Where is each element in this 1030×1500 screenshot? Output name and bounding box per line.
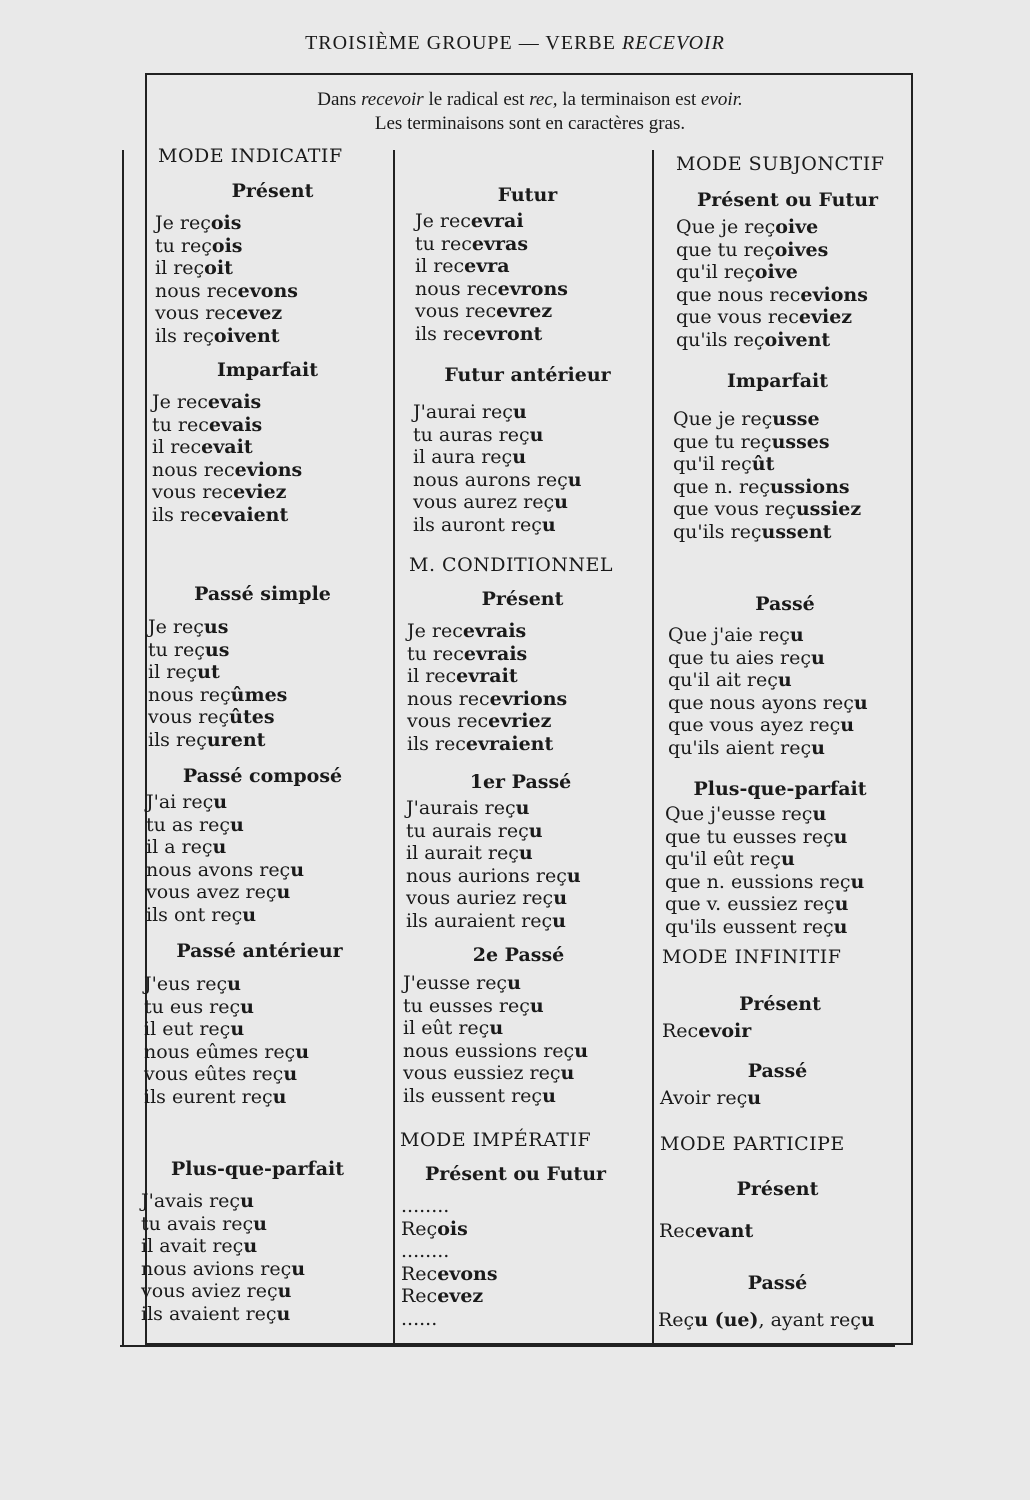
conjugation-line: J'ai reçu	[146, 791, 228, 813]
conjugation-line: nous recevrions	[407, 687, 568, 710]
conjugation-line: Je reçus	[148, 616, 229, 638]
conjugation-block	[148, 616, 287, 751]
conjugation-line: Je recevrai	[415, 210, 524, 232]
conjugation-block	[406, 797, 581, 932]
conjugation-block	[658, 1309, 875, 1332]
conjugation-block	[407, 620, 567, 755]
conjugation-block	[401, 1195, 498, 1330]
tense-title: Passé	[747, 1060, 808, 1082]
conjugation-block	[662, 1020, 751, 1043]
conjugation-line: qu'ils eussent reçu	[665, 915, 848, 938]
conjugation-line: tu eus reçu	[144, 995, 254, 1018]
tense-title: 1er Passé	[469, 771, 572, 793]
conjugation-line: que tu eusses reçu	[665, 825, 848, 848]
frame-shadow-bottom	[120, 1345, 895, 1347]
conjugation-line: tu eusses reçu	[403, 994, 544, 1017]
conjugation-line: que nous ayons reçu	[668, 691, 868, 714]
conjugation-block	[403, 972, 588, 1107]
conjugation-line: Que je reçusse	[673, 408, 820, 430]
conjugation-block	[665, 803, 864, 938]
conjugation-line: Recevez	[401, 1285, 484, 1307]
conjugation-line: nous aurons reçu	[413, 468, 582, 491]
tense-title: Passé antérieur	[176, 940, 343, 962]
conjugation-line: il aurait reçu	[406, 842, 533, 864]
conjugation-line: ........	[401, 1195, 450, 1217]
tense-title: Passé	[747, 1272, 808, 1294]
conjugation-block	[673, 408, 861, 543]
conjugation-line: qu'il reçût	[673, 453, 775, 475]
intro-text	[150, 88, 910, 136]
intro-line-1: Dans recevoir le radical est rec, la terminaison est evoir.	[317, 89, 743, 110]
tense-title: Futur	[497, 184, 558, 206]
mode-subjonctif-title: MODE SUBJONCTIF	[676, 153, 885, 175]
mode-participe-title: MODE PARTICIPE	[660, 1133, 845, 1155]
tense-title: Passé simple	[194, 583, 331, 605]
conjugation-line: qu'ils reçussent	[673, 520, 832, 543]
conjugation-line: il recevait	[152, 436, 253, 458]
conjugation-line: que vous receviez	[676, 306, 853, 328]
frame-shadow-left	[122, 150, 124, 1345]
conjugation-line: ils ont reçu	[146, 903, 257, 926]
conjugation-line: que vous reçussiez	[673, 498, 862, 520]
conjugation-line: Recevons	[401, 1262, 498, 1285]
conjugation-line: nous aurions reçu	[406, 864, 581, 887]
conjugation-line: vous avez reçu	[146, 881, 291, 903]
conjugation-block	[152, 391, 302, 526]
conjugation-line: il reçoit	[155, 257, 233, 279]
tense-title: Plus-que-parfait	[170, 1158, 345, 1180]
conjugation-line: qu'ils reçoivent	[676, 328, 831, 351]
conjugation-line: nous eûmes reçu	[144, 1040, 310, 1063]
conjugation-line: J'aurais reçu	[406, 797, 530, 819]
conjugation-line: vous recevriez	[407, 710, 552, 732]
conjugation-line: il aura reçu	[413, 446, 527, 468]
header-verb: RECEVOIR	[621, 32, 725, 54]
conjugation-line: nous recevons	[155, 279, 298, 302]
conjugation-line: ils auront reçu	[413, 513, 556, 536]
tense-title: Présent	[736, 1178, 819, 1200]
conjugation-line: tu recevras	[415, 232, 529, 255]
conjugation-line: vous reçûtes	[148, 706, 275, 728]
tense-title: Futur antérieur	[444, 364, 611, 386]
conjugation-line: nous avons reçu	[146, 858, 305, 881]
intro-line-2: Les terminaisons sont en caractères gras.	[374, 113, 686, 134]
conjugation-line: ........	[401, 1240, 450, 1262]
conjugation-line: ils reçurent	[148, 728, 266, 751]
conjugation-line: que n. eussions reçu	[665, 870, 865, 893]
mode-imperatif-title: MODE IMPÉRATIF	[400, 1129, 592, 1151]
mode-infinitif-title: MODE INFINITIF	[662, 946, 842, 968]
tense-title: Présent	[231, 180, 314, 202]
conjugation-line: il eut reçu	[144, 1018, 245, 1040]
conjugation-line: tu reçus	[148, 638, 230, 661]
tense-title: Imparfait	[216, 359, 319, 381]
conjugation-line: qu'il reçoive	[676, 261, 798, 283]
tense-title: Présent	[481, 588, 564, 610]
conjugation-line: J'eusse reçu	[403, 972, 521, 994]
conjugation-line: Recevoir	[662, 1020, 752, 1042]
conjugation-block	[144, 973, 309, 1108]
conjugation-line: vous eussiez reçu	[403, 1062, 575, 1084]
conjugation-line: ......	[401, 1307, 438, 1330]
conjugation-line: Avoir reçu	[660, 1087, 762, 1109]
conjugation-line: Recevant	[659, 1220, 754, 1242]
conjugation-line: Que j'eusse reçu	[665, 803, 827, 825]
conjugation-block	[413, 401, 582, 536]
conjugation-line: nous recevions	[152, 458, 303, 481]
tense-title: Imparfait	[726, 370, 829, 392]
conjugation-line: ils eussent reçu	[403, 1084, 556, 1107]
conjugation-line: tu as reçu	[146, 813, 244, 836]
conjugation-line: ils recevaient	[152, 503, 289, 526]
column-divider-2	[652, 150, 654, 1345]
conjugation-line: que nous recevions	[676, 283, 868, 306]
mode-indicatif-title: MODE INDICATIF	[158, 145, 343, 167]
conjugation-line: Reçu (ue), ayant reçu	[658, 1309, 875, 1331]
conjugation-line: vous eûtes reçu	[144, 1063, 298, 1085]
conjugation-block	[155, 212, 298, 347]
conjugation-line: que tu aies reçu	[668, 646, 825, 669]
conjugation-line: vous recevez	[155, 302, 283, 324]
conjugation-line: Reçois	[401, 1217, 468, 1240]
conjugation-line: nous avions reçu	[141, 1257, 306, 1280]
mode-conditionnel-title: M. CONDITIONNEL	[409, 554, 614, 576]
conjugation-line: J'aurai reçu	[413, 401, 527, 423]
conjugation-line: Que j'aie reçu	[668, 624, 804, 646]
conjugation-line: que v. eussiez reçu	[665, 893, 849, 915]
conjugation-line: nous reçûmes	[148, 683, 288, 706]
tense-title: Passé	[755, 593, 815, 615]
tense-title: Présent	[739, 993, 821, 1015]
conjugation-line: ils auraient reçu	[406, 909, 566, 932]
conjugation-line: ils recevront	[415, 322, 543, 345]
conjugation-line: tu recevrais	[407, 642, 528, 665]
tense-title: Passé composé	[182, 765, 343, 787]
conjugation-line: il reçut	[148, 661, 220, 683]
conjugation-block	[141, 1190, 305, 1325]
conjugation-block	[146, 791, 304, 926]
conjugation-line: ils avaient reçu	[141, 1302, 291, 1325]
conjugation-line: vous aurez reçu	[413, 491, 568, 513]
conjugation-line: nous eussions reçu	[403, 1039, 589, 1062]
conjugation-block	[660, 1087, 761, 1110]
conjugation-line: vous recevrez	[415, 300, 553, 322]
conjugation-line: vous auriez reçu	[406, 887, 568, 909]
conjugation-block	[668, 624, 868, 759]
conjugation-line: vous aviez reçu	[141, 1280, 292, 1302]
conjugation-line: J'avais reçu	[141, 1190, 254, 1212]
conjugation-line: vous receviez	[152, 481, 287, 503]
conjugation-line: que n. reçussions	[673, 475, 850, 498]
tense-title: 2e Passé	[472, 944, 565, 966]
conjugation-line: qu'il ait reçu	[668, 669, 792, 691]
tense-title: Présent ou Futur	[424, 1163, 607, 1185]
conjugation-line: que tu reçusses	[673, 430, 830, 453]
conjugation-line: tu reçois	[155, 234, 243, 257]
conjugation-line: tu auras reçu	[413, 423, 544, 446]
conjugation-block	[415, 210, 568, 345]
conjugation-line: Je recevrais	[407, 620, 527, 642]
tense-title: Présent ou Futur	[696, 189, 879, 211]
tense-title: Plus-que-parfait	[693, 778, 867, 800]
conjugation-line: ils reçoivent	[155, 324, 280, 347]
conjugation-line: qu'il eût reçu	[665, 848, 795, 870]
header-prefix: TROISIÈME GROUPE — VERBE	[305, 32, 622, 54]
conjugation-line: J'eus reçu	[144, 973, 241, 995]
conjugation-line: tu avais reçu	[141, 1212, 267, 1235]
conjugation-line: Que je reçoive	[676, 216, 819, 238]
conjugation-line: ils eurent reçu	[144, 1085, 287, 1108]
page-header	[0, 32, 1030, 55]
conjugation-block	[676, 216, 868, 351]
conjugation-line: tu recevais	[152, 413, 263, 436]
conjugation-line: que vous ayez reçu	[668, 714, 855, 736]
conjugation-line: il recevrait	[407, 665, 518, 687]
conjugation-line: ils recevraient	[407, 732, 554, 755]
conjugation-line: il a reçu	[146, 836, 227, 858]
conjugation-line: qu'ils aient reçu	[668, 736, 825, 759]
conjugation-line: Je recevais	[152, 391, 262, 413]
conjugation-line: que tu reçoives	[676, 238, 829, 261]
conjugation-line: il avait reçu	[141, 1235, 258, 1257]
conjugation-block	[659, 1220, 753, 1243]
conjugation-line: tu aurais reçu	[406, 819, 543, 842]
conjugation-line: il eût reçu	[403, 1017, 504, 1039]
conjugation-line: nous recevrons	[415, 277, 568, 300]
conjugation-line: il recevra	[415, 255, 510, 277]
conjugation-line: Je reçois	[155, 212, 242, 234]
